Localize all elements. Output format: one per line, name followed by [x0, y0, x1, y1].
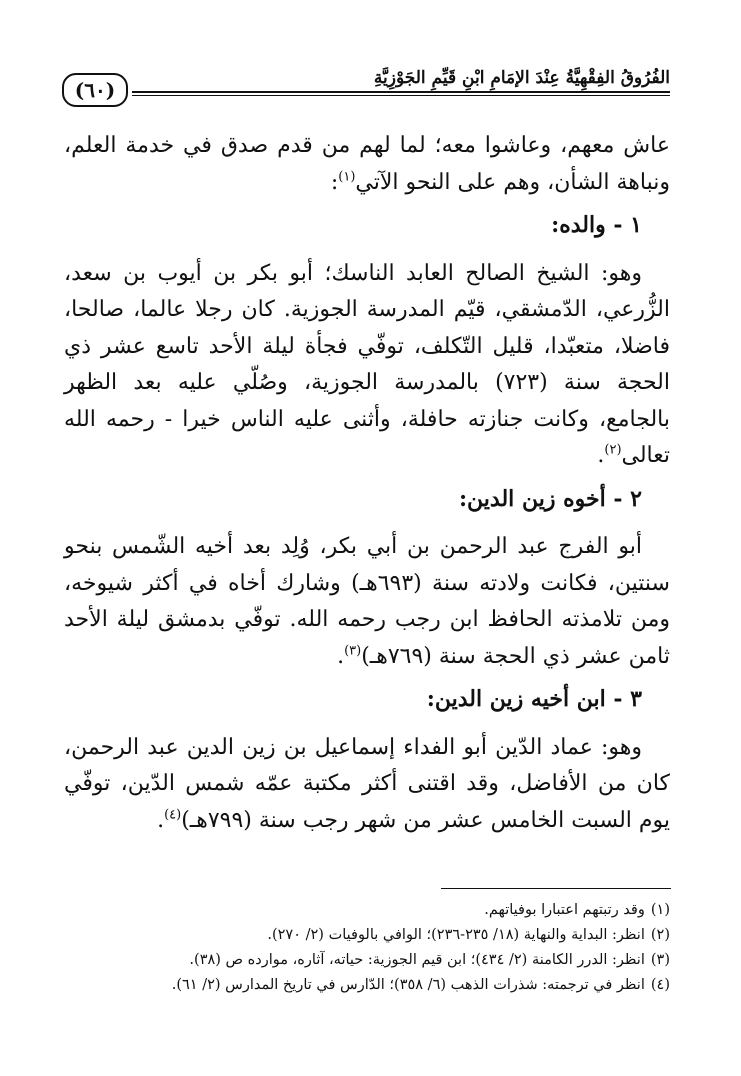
header-rule	[132, 91, 670, 93]
section-heading-nephew: ٣ - ابن أخيه زين الدين:	[426, 686, 642, 712]
section-tail: .	[157, 807, 165, 833]
footnote-text: وقد رتبتهم اعتبارا بوفياتهم.	[484, 902, 645, 918]
section-text: وهو: عماد الدّين أبو الفداء إسماعيل بن زين الدين عبد الرحمن، كان من الأفاضل، وقد اقتنى أكثر مكتبة عمّه شمس الدّين، توفّي يوم السبت الخامس عشر من شهر رجب سنة (٧٩٩هـ)	[64, 734, 670, 833]
section-tail: .	[337, 643, 345, 669]
section-tail: .	[597, 443, 605, 468]
footnote-ref-2: (٢)	[604, 442, 622, 458]
section-text: أبو الفرج عبد الرحمن بن أبي بكر، وُلِد بعد أخيه الشّمس بنحو سنتين، فكانت ولادته سنة (٦٩٣هـ) وشارك أخاه في أكثر شيوخه، ومن تلامذته الحافظ ابن رجب رحمه الله. توفّي بدمشق ليلة الأحد ثامن عشر ذي الحجة سنة (٧٦٩هـ)	[64, 534, 670, 669]
footnote-text: انظر: البداية والنهاية (١٨/ ٢٣٥-٢٣٦)؛ الوافي بالوفيات (٢/ ٢٧٠).	[267, 927, 645, 943]
intro-paragraph	[64, 128, 670, 201]
footnote-1	[64, 898, 670, 923]
footnote-3	[64, 948, 670, 973]
footnote-text: انظر في ترجمته: شذرات الذهب (٦/ ٣٥٨)؛ الدّارس في تاريخ المدارس (٢/ ٦١).	[171, 977, 645, 993]
section-paragraph-nephew	[64, 730, 670, 840]
footnotes	[64, 898, 670, 998]
page-number: (٦٠)	[62, 73, 128, 107]
footnote-4	[64, 973, 670, 998]
spacer	[64, 244, 670, 256]
running-title: الفُرُوقُ الفِقْهِيَّةُ عِنْدَ الإمَامِ ابْنِ قَيِّمِ الجَوْزِيَّةِ	[373, 68, 670, 88]
section-text: وهو: الشيخ الصالح العابد الناسك؛ أبو بكر بن أيوب بن سعد، الزُّرعي، الدّمشقي، قيّم المدرسة الجوزية. كان رجلا عالما، صالحا، فاضلا، متعبّدا، قليل التّكلف، توفّي فجأة ليلة الأحد تاسع عشر ذي الحجة سنة (٧٢٣) بالمدرسة الجوزية، وصُلّي عليه بعد الظهر بالجامع، وكانت جنازته حافلة، وأثنى عليه الناس خيرا - رحمه الله تعالى	[64, 260, 670, 468]
footnote-ref-1: (١)	[338, 169, 356, 185]
footnote-text: انظر: الدرر الكامنة (٢/ ٤٣٤)؛ ابن قيم الجوزية: حياته، آثاره، موارده ص (٣٨).	[189, 952, 645, 968]
footnote-number: (٣)	[650, 952, 670, 968]
main-text	[64, 128, 670, 839]
header-rule-thin	[132, 95, 670, 96]
footnote-number: (١)	[650, 902, 670, 918]
spacer	[64, 517, 670, 529]
intro-text: عاش معهم، وعاشوا معه؛ لما لهم من قدم صدق في خدمة العلم، ونباهة الشأن، وهم على النحو الآتي	[64, 133, 670, 195]
section-paragraph-father	[64, 256, 670, 475]
page-header	[62, 58, 670, 114]
section-heading-brother: ٢ - أخوه زين الدين:	[458, 485, 642, 512]
footnote-ref-3: (٣)	[344, 643, 362, 659]
footnote-number: (٢)	[650, 927, 670, 943]
footnote-ref-4: (٤)	[164, 807, 182, 823]
section-heading-father: ١ - والده:	[551, 212, 642, 238]
intro-tail: :	[330, 169, 339, 195]
spacer	[64, 718, 670, 730]
section-paragraph-brother	[64, 529, 670, 675]
footnote-number: (٤)	[650, 977, 670, 993]
footnote-2	[64, 923, 670, 948]
footnote-separator	[441, 888, 671, 889]
